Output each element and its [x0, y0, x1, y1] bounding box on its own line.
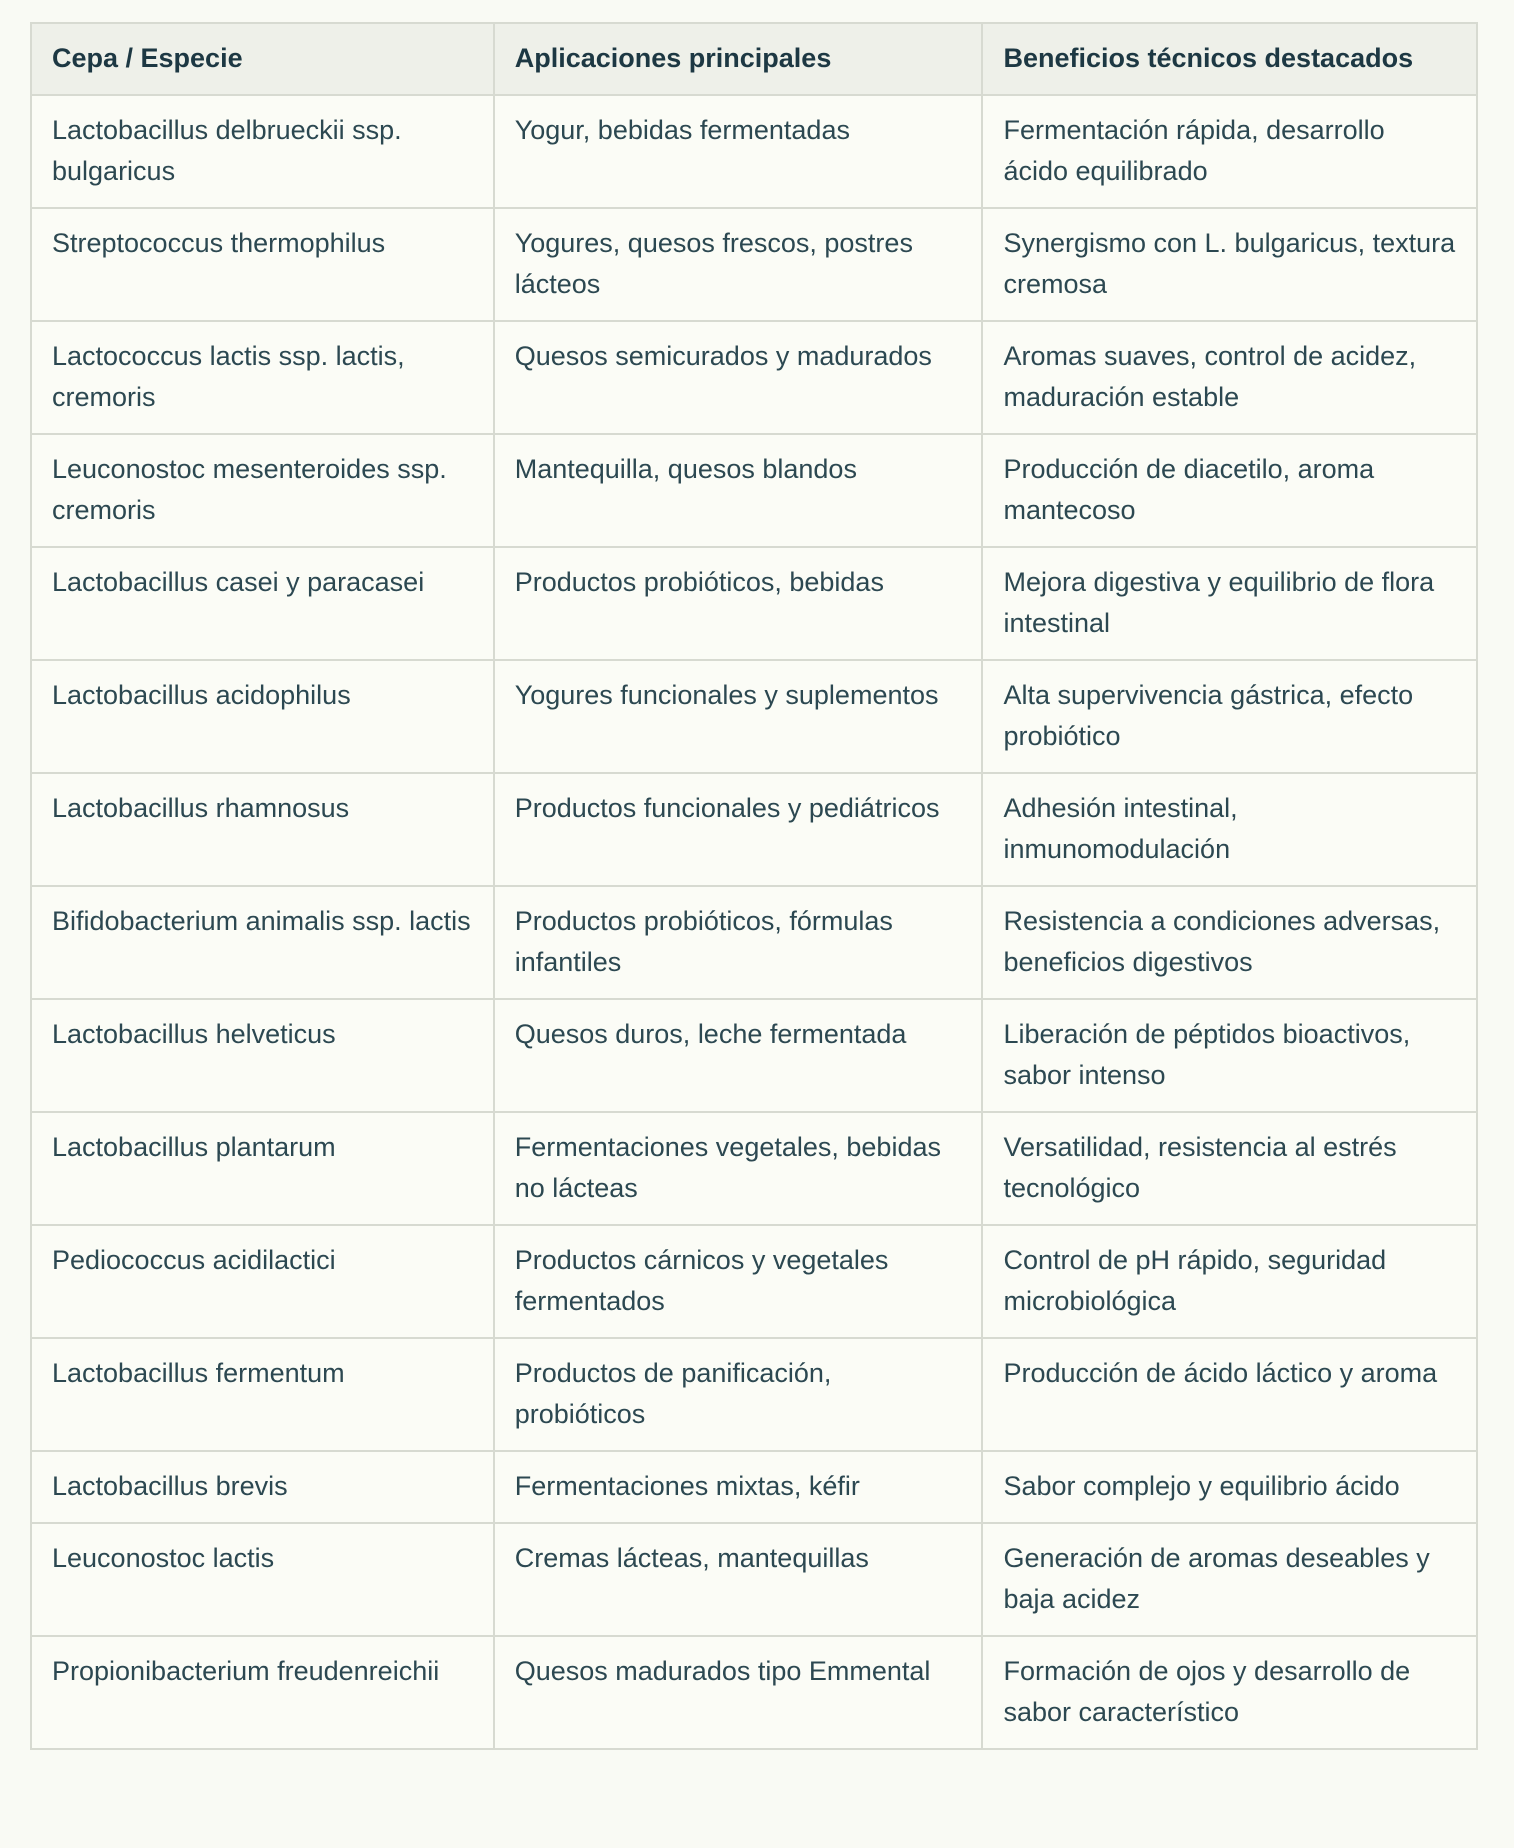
table-row	[31, 999, 1477, 1112]
column-header-cepa: Cepa / Especie	[31, 23, 494, 95]
benefits-cell: Mejora digestiva y equilibrio de flora intestinal	[982, 547, 1477, 660]
table-row	[31, 660, 1477, 773]
column-header-aplicaciones: Aplicaciones principales	[494, 23, 983, 95]
applications-cell: Productos cárnicos y vegetales fermentados	[494, 1225, 983, 1338]
benefits-cell: Sabor complejo y equilibrio ácido	[982, 1451, 1477, 1523]
applications-cell: Yogures funcionales y suplementos	[494, 660, 983, 773]
strain-cell: Lactococcus lactis ssp. lactis, cremoris	[31, 321, 494, 434]
table-row	[31, 1523, 1477, 1636]
benefits-cell: Formación de ojos y desarrollo de sabor característico	[982, 1636, 1477, 1749]
strain-cell: Lactobacillus helveticus	[31, 999, 494, 1112]
applications-cell: Quesos semicurados y madurados	[494, 321, 983, 434]
strain-cell: Lactobacillus fermentum	[31, 1338, 494, 1451]
benefits-cell: Alta supervivencia gástrica, efecto probiótico	[982, 660, 1477, 773]
column-header-beneficios: Beneficios técnicos destacados	[982, 23, 1477, 95]
strain-cell: Leuconostoc mesenteroides ssp. cremoris	[31, 434, 494, 547]
applications-cell: Mantequilla, quesos blandos	[494, 434, 983, 547]
table-row	[31, 773, 1477, 886]
applications-cell: Cremas lácteas, mantequillas	[494, 1523, 983, 1636]
strain-cell: Propionibacterium freudenreichii	[31, 1636, 494, 1749]
table-row	[31, 1225, 1477, 1338]
table-row	[31, 886, 1477, 999]
applications-cell: Fermentaciones mixtas, kéfir	[494, 1451, 983, 1523]
applications-cell: Quesos duros, leche fermentada	[494, 999, 983, 1112]
table-row	[31, 1338, 1477, 1451]
benefits-cell: Generación de aromas deseables y baja acidez	[982, 1523, 1477, 1636]
strain-cell: Lactobacillus brevis	[31, 1451, 494, 1523]
benefits-cell: Control de pH rápido, seguridad microbiológica	[982, 1225, 1477, 1338]
header-row	[31, 23, 1477, 95]
strains-table	[30, 22, 1478, 1750]
benefits-cell: Versatilidad, resistencia al estrés tecnológico	[982, 1112, 1477, 1225]
benefits-cell: Fermentación rápida, desarrollo ácido equilibrado	[982, 95, 1477, 208]
table-row	[31, 1451, 1477, 1523]
table-row	[31, 1112, 1477, 1225]
benefits-cell: Resistencia a condiciones adversas, beneficios digestivos	[982, 886, 1477, 999]
benefits-cell: Liberación de péptidos bioactivos, sabor intenso	[982, 999, 1477, 1112]
benefits-cell: Aromas suaves, control de acidez, maduración estable	[982, 321, 1477, 434]
strain-cell: Lactobacillus acidophilus	[31, 660, 494, 773]
strain-cell: Streptococcus thermophilus	[31, 208, 494, 321]
strain-cell: Leuconostoc lactis	[31, 1523, 494, 1636]
applications-cell: Productos funcionales y pediátricos	[494, 773, 983, 886]
applications-cell: Yogures, quesos frescos, postres lácteos	[494, 208, 983, 321]
strain-cell: Pediococcus acidilactici	[31, 1225, 494, 1338]
benefits-cell: Producción de ácido láctico y aroma	[982, 1338, 1477, 1451]
applications-cell: Yogur, bebidas fermentadas	[494, 95, 983, 208]
table-row	[31, 547, 1477, 660]
applications-cell: Fermentaciones vegetales, bebidas no lácteas	[494, 1112, 983, 1225]
table-row	[31, 1636, 1477, 1749]
applications-cell: Productos probióticos, bebidas	[494, 547, 983, 660]
strain-cell: Lactobacillus casei y paracasei	[31, 547, 494, 660]
strain-cell: Bifidobacterium animalis ssp. lactis	[31, 886, 494, 999]
table-row	[31, 95, 1477, 208]
table-row	[31, 434, 1477, 547]
benefits-cell: Adhesión intestinal, inmunomodulación	[982, 773, 1477, 886]
applications-cell: Productos de panificación, probióticos	[494, 1338, 983, 1451]
table-row	[31, 208, 1477, 321]
strain-cell: Lactobacillus rhamnosus	[31, 773, 494, 886]
applications-cell: Productos probióticos, fórmulas infantiles	[494, 886, 983, 999]
strain-cell: Lactobacillus delbrueckii ssp. bulgaricus	[31, 95, 494, 208]
table-row	[31, 321, 1477, 434]
strain-cell: Lactobacillus plantarum	[31, 1112, 494, 1225]
applications-cell: Quesos madurados tipo Emmental	[494, 1636, 983, 1749]
benefits-cell: Producción de diacetilo, aroma mantecoso	[982, 434, 1477, 547]
benefits-cell: Synergismo con L. bulgaricus, textura cremosa	[982, 208, 1477, 321]
